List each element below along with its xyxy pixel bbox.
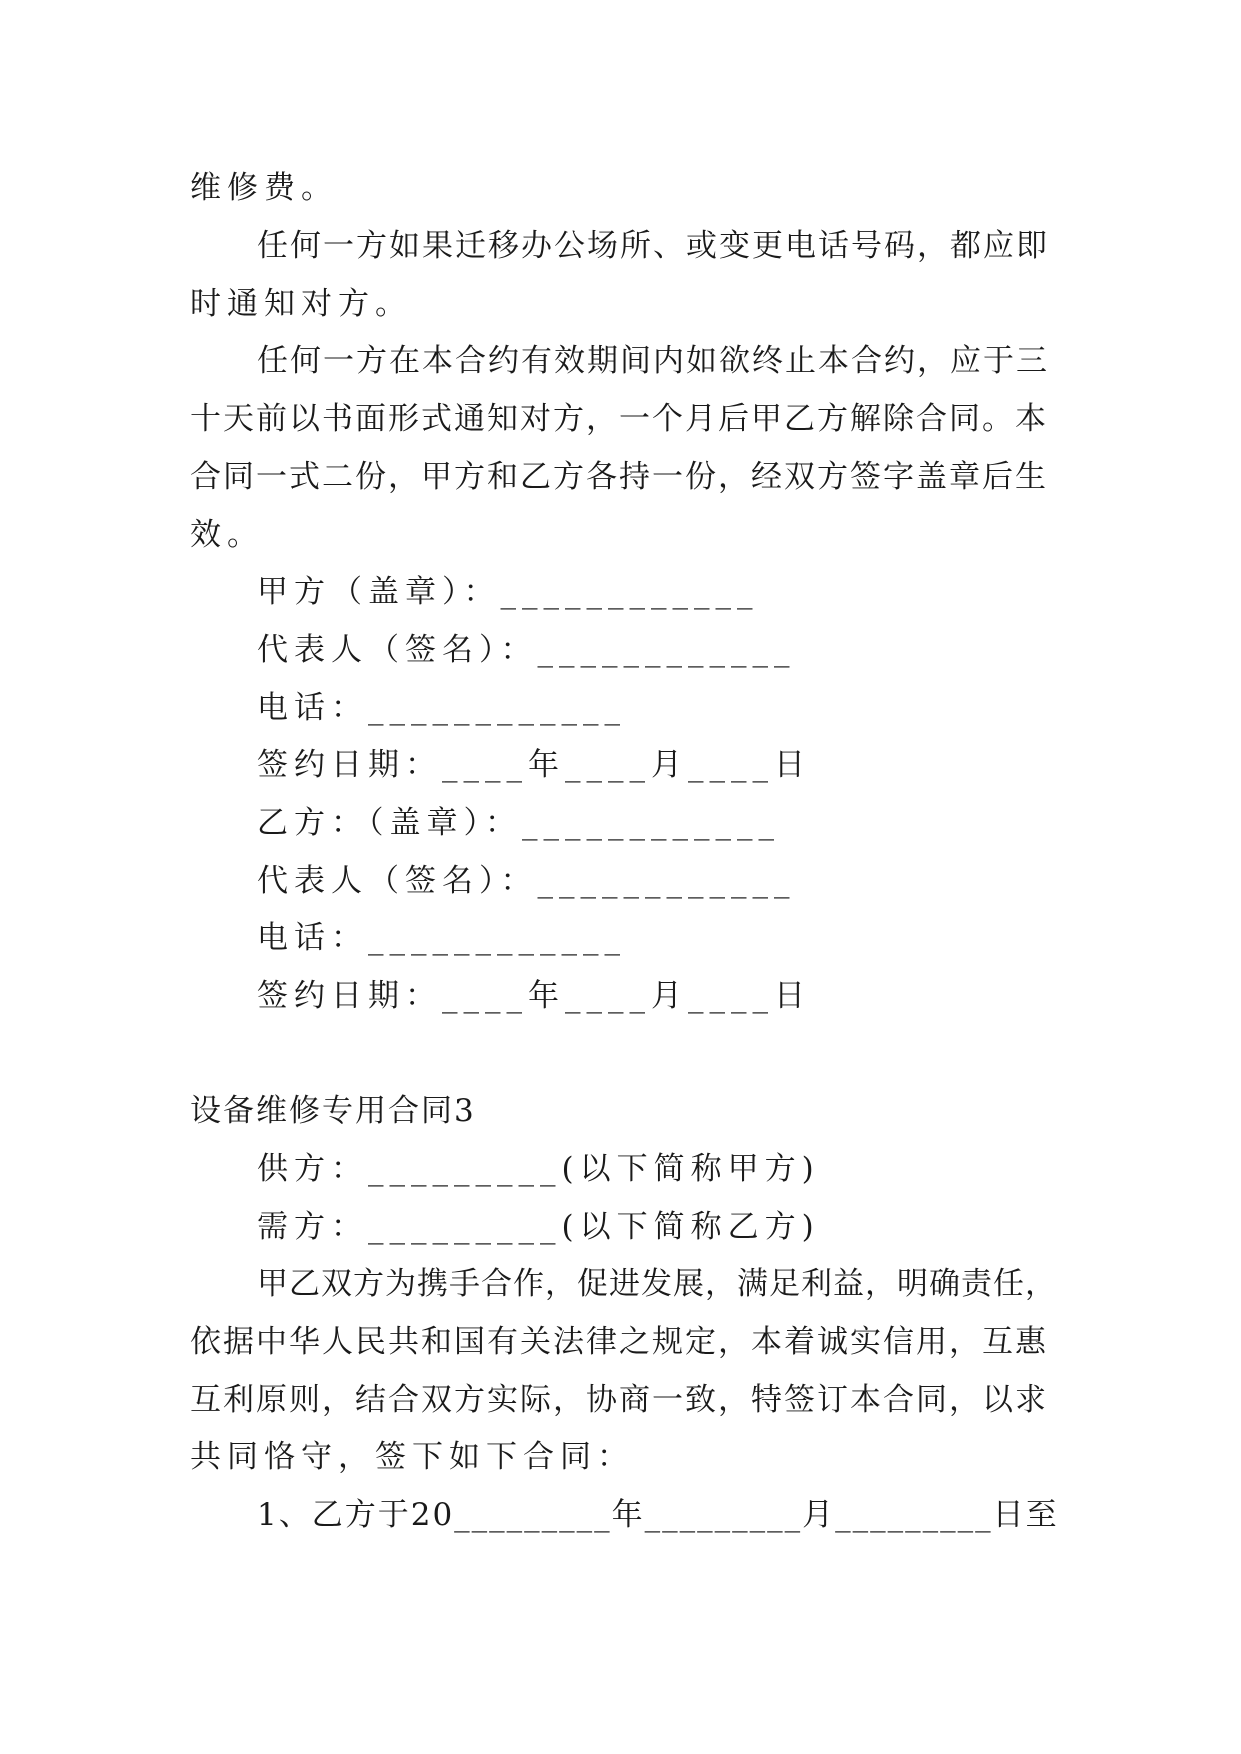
paragraph-line: 时通知对方。 bbox=[190, 286, 412, 322]
party-field: 需方：_________(以下简称乙方) bbox=[257, 1209, 820, 1245]
paragraph-line: 1、乙方于20_________年_________月_________日至 bbox=[257, 1497, 1059, 1533]
signature-field: 乙方：（盖章）：____________ bbox=[257, 805, 780, 841]
section-title: 设备维修专用合同3 bbox=[190, 1093, 476, 1129]
paragraph-line: 互利原则，结合双方实际，协商一致，特签订本合同，以求 bbox=[190, 1382, 1048, 1418]
signature-field: 代表人（签名）：____________ bbox=[257, 632, 796, 668]
signature-field: 电话：____________ bbox=[257, 920, 626, 956]
party-field: 供方：_________(以下简称甲方) bbox=[257, 1151, 820, 1187]
paragraph-line: 合同一式二份，甲方和乙方各持一份，经双方签字盖章后生 bbox=[190, 459, 1048, 495]
signature-field: 电话：____________ bbox=[257, 690, 626, 726]
paragraph-line: 任何一方在本合约有效期间内如欲终止本合约，应于三 bbox=[257, 343, 1049, 379]
signature-field: 签约日期：____年____月____日 bbox=[257, 747, 811, 783]
paragraph-line: 甲乙双方为携手合作，促进发展，满足利益，明确责任， bbox=[257, 1266, 1057, 1302]
paragraph-line: 共同恪守，签下如下合同： bbox=[190, 1439, 634, 1475]
paragraph-line: 任何一方如果迁移办公场所、或变更电话号码，都应即 bbox=[257, 228, 1049, 264]
paragraph-line: 依据中华人民共和国有关法律之规定，本着诚实信用，互惠 bbox=[190, 1324, 1048, 1360]
signature-field: 代表人（签名）：____________ bbox=[257, 863, 796, 899]
paragraph-line: 十天前以书面形式通知对方，一个月后甲乙方解除合同。本 bbox=[190, 401, 1048, 437]
signature-field: 甲方（盖章）：____________ bbox=[257, 574, 759, 610]
paragraph-line: 维修费。 bbox=[190, 170, 338, 206]
paragraph-line: 效。 bbox=[190, 517, 264, 553]
signature-field: 签约日期：____年____月____日 bbox=[257, 978, 811, 1014]
